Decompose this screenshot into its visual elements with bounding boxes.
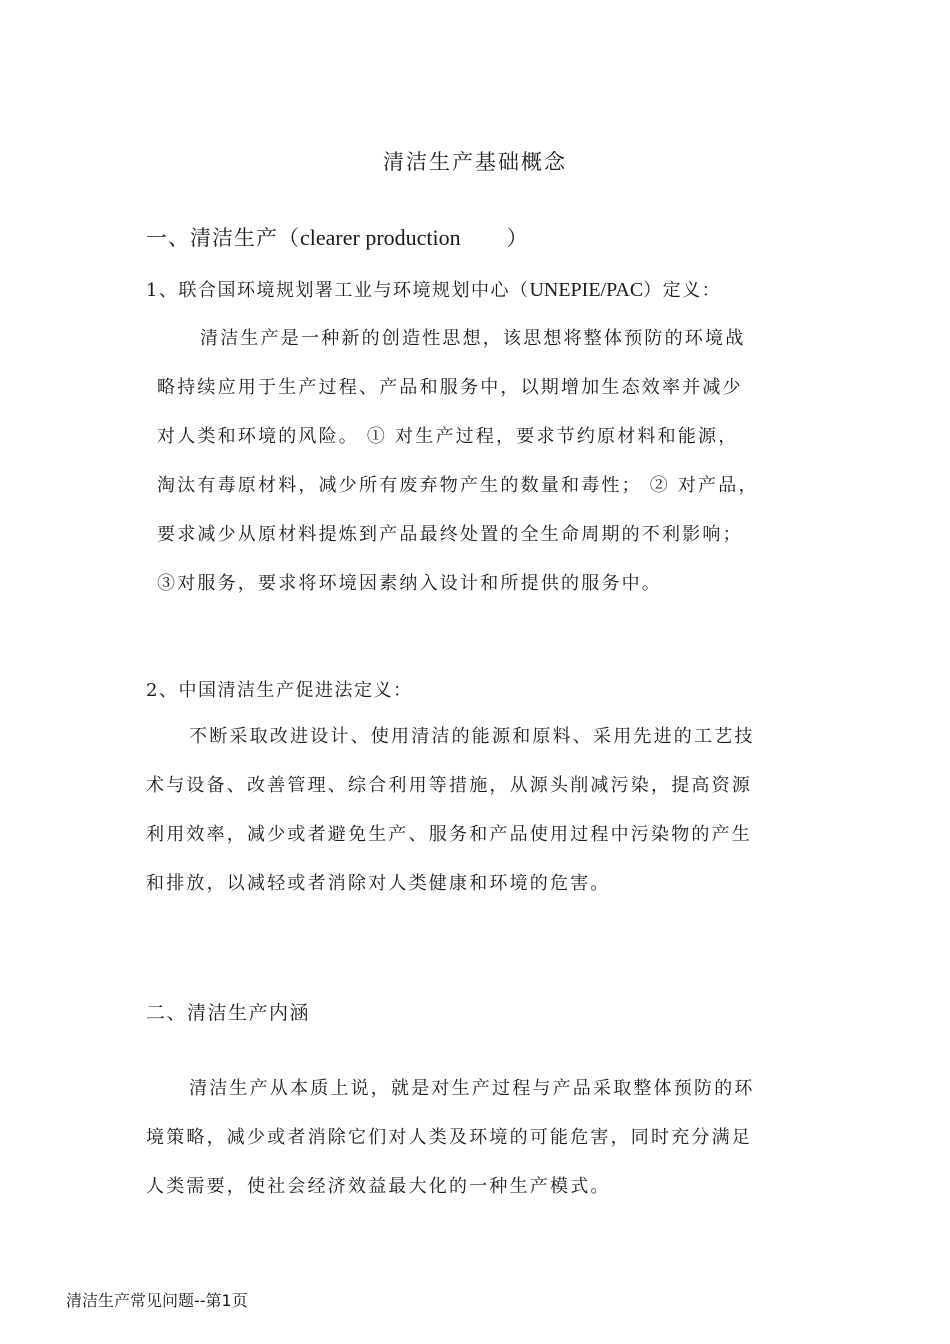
definition-1-label-en: UNEPIE/PAC [529,279,644,301]
page-title: 清洁生产基础概念 [383,150,567,174]
paragraph-line: ③对服务，要求将环境因素纳入设计和所提供的服务中。 [157,573,662,594]
definition-1-label [146,276,721,302]
section-2-paragraph [0,1076,755,1223]
definition-2-paragraph [0,724,755,920]
section-1-heading-cn: 一、清洁生产（ [146,226,300,250]
paragraph-line: 人类需要，使社会经济效益最大化的一种生产模式。 [146,1176,611,1197]
paragraph-line: 淘汰有毒原材料，减少所有废弃物产生的数量和毒性； ② 对产品， [157,475,759,496]
paragraph-line: 要求减少从原材料提炼到产品最终处置的全生命周期的不利影响； [157,524,743,545]
page-footer: 清洁生产常见问题--第1页 [66,1291,248,1310]
paragraph-line: 不断采取改进设计、使用清洁的能源和原料、采用先进的工艺技 [189,726,755,747]
paragraph-line: 和排放，以减轻或者消除对人类健康和环境的危害。 [146,873,611,894]
paragraph-line: 术与设备、改善管理、综合利用等措施，从源头削减污染，提高资源 [146,775,752,796]
section-1-heading [146,222,529,252]
section-1-heading-close: ） [506,226,529,250]
definition-2-label: 2、中国清洁生产促进法定义： [146,680,413,701]
section-1-heading-en: clearer production [300,225,461,250]
definition-1-label-cn: 1、联合国环境规划署工业与环境规划中心（ [146,280,530,301]
paragraph-line: 利用效率，减少或者避免生产、服务和产品使用过程中污染物的产生 [146,824,752,845]
paragraph-line: 略持续应用于生产过程、产品和服务中，以期增加生态效率并减少 [157,377,743,398]
paragraph-line: 清洁生产是一种新的创造性思想，该思想将整体预防的环境战 [200,328,746,349]
definition-1-label-tail: ）定义： [643,280,722,301]
definition-1-paragraph [0,326,759,620]
paragraph-line: 境策略，减少或者消除它们对人类及环境的可能危害，同时充分满足 [146,1127,752,1148]
paragraph-line: 对人类和环境的风险。 ① 对生产过程，要求节约原材料和能源， [157,426,739,447]
paragraph-line: 清洁生产从本质上说，就是对生产过程与产品采取整体预防的环 [189,1078,755,1099]
section-2-heading: 二、清洁生产内涵 [146,1002,311,1024]
